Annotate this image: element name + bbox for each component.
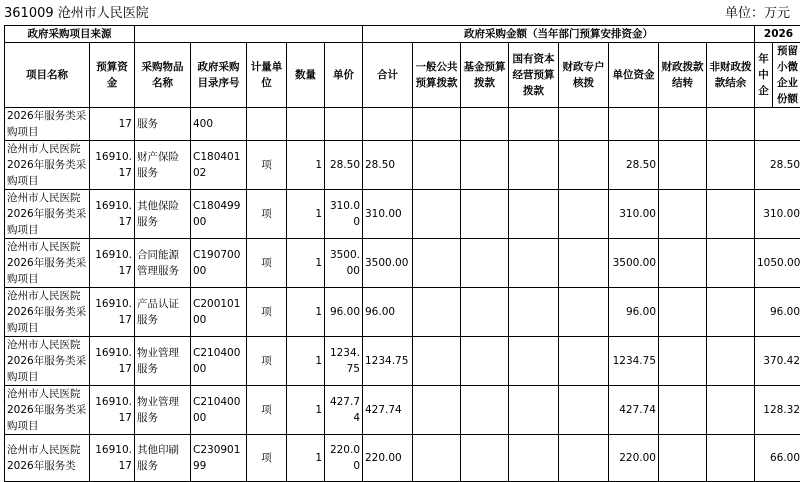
special-review-cell [559,386,609,435]
header-unit-measure: 计量单位 [247,43,287,108]
header-budget-funds: 预算资金 [90,43,135,108]
item-name-cell: 产品认证服务 [135,288,191,337]
project-name-cell: 2026年服务类采购项目 [5,108,90,141]
special-review-cell [559,435,609,482]
total-cell: 427.74 [363,386,413,435]
header-year-label: 年中企 [755,43,773,108]
special-review-cell [559,141,609,190]
catalog-cell: C21040000 [191,337,247,386]
unit-funds-cell: 1234.75 [609,337,659,386]
fund-budget-cell [461,108,509,141]
procurement-table [4,25,800,482]
table-row [5,190,800,239]
organization-title: 361009 沧州市人民医院 [4,2,149,21]
reserved-sme-cell: 310.00 [755,190,800,239]
state-capital-cell [509,386,559,435]
fund-budget-cell [461,190,509,239]
total-cell: 220.00 [363,435,413,482]
total-cell: 96.00 [363,288,413,337]
item-name-cell: 合同能源管理服务 [135,239,191,288]
general-public-cell [413,386,461,435]
table-row [5,239,800,288]
header-amount-group: 政府采购金额（当年部门预算安排资金） [363,26,755,43]
unit-cell: 项 [247,190,287,239]
special-review-cell [559,337,609,386]
quantity-cell [287,108,325,141]
unit-cell: 项 [247,239,287,288]
fiscal-carryover-cell [659,190,707,239]
header-year: 2026 [755,26,800,43]
table-row [5,435,800,482]
general-public-cell [413,337,461,386]
header-blank [135,26,363,43]
total-cell: 3500.00 [363,239,413,288]
general-public-cell [413,239,461,288]
budget-cell: 16910.17 [90,239,135,288]
table-row [5,108,800,141]
project-name-cell: 沧州市人民医院2026年服务类采购项目 [5,239,90,288]
quantity-cell: 1 [287,239,325,288]
project-name-cell: 沧州市人民医院2026年服务类采购项目 [5,337,90,386]
catalog-cell: C21040000 [191,386,247,435]
unit-price-cell: 427.74 [325,386,363,435]
unit-price-cell: 310.00 [325,190,363,239]
reserved-sme-cell: 66.00 [755,435,800,482]
unit-funds-cell: 427.74 [609,386,659,435]
unit-price-cell: 1234.75 [325,337,363,386]
budget-cell: 16910.17 [90,190,135,239]
currency-unit: 单位：万元 [725,2,790,21]
header-state-capital: 国有资本经营预算拨款 [509,43,559,108]
item-name-cell: 物业管理服务 [135,386,191,435]
state-capital-cell [509,435,559,482]
unit-cell: 项 [247,141,287,190]
fiscal-carryover-cell [659,108,707,141]
nonfiscal-carryover-cell [707,108,755,141]
special-review-cell [559,288,609,337]
unit-price-cell: 96.00 [325,288,363,337]
reserved-sme-cell: 1050.00 [755,239,800,288]
catalog-cell: C23090199 [191,435,247,482]
budget-cell: 16910.17 [90,288,135,337]
unit-price-cell: 28.50 [325,141,363,190]
unit-funds-cell: 220.00 [609,435,659,482]
catalog-cell: C20010100 [191,288,247,337]
unit-cell: 项 [247,288,287,337]
header-nonfiscal-carryover: 非财政拨款结余 [707,43,755,108]
header-unit-funds: 单位资金 [609,43,659,108]
nonfiscal-carryover-cell [707,337,755,386]
unit-price-cell: 3500.00 [325,239,363,288]
nonfiscal-carryover-cell [707,435,755,482]
catalog-cell: C18049900 [191,190,247,239]
fiscal-carryover-cell [659,386,707,435]
project-name-cell: 沧州市人民医院2026年服务类采购项目 [5,190,90,239]
unit-funds-cell: 96.00 [609,288,659,337]
quantity-cell: 1 [287,141,325,190]
header-fiscal-carryover: 财政拨款结转 [659,43,707,108]
general-public-cell [413,141,461,190]
reserved-sme-cell: 128.32 [755,386,800,435]
header-special-review: 财政专户核拨 [559,43,609,108]
reserved-sme-cell: 28.50 [755,141,800,190]
fund-budget-cell [461,288,509,337]
quantity-cell: 1 [287,288,325,337]
budget-cell: 17 [90,108,135,141]
unit-funds-cell: 310.00 [609,190,659,239]
state-capital-cell [509,239,559,288]
unit-cell: 项 [247,435,287,482]
item-name-cell: 财产保险服务 [135,141,191,190]
state-capital-cell [509,190,559,239]
budget-cell: 16910.17 [90,337,135,386]
project-name-cell: 沧州市人民医院2026年服务类 [5,435,90,482]
total-cell [363,108,413,141]
reserved-sme-cell: 370.42 [755,337,800,386]
nonfiscal-carryover-cell [707,239,755,288]
fiscal-carryover-cell [659,239,707,288]
catalog-cell: C19070000 [191,239,247,288]
special-review-cell [559,108,609,141]
state-capital-cell [509,288,559,337]
unit-funds-cell: 3500.00 [609,239,659,288]
state-capital-cell [509,141,559,190]
fund-budget-cell [461,141,509,190]
project-name-cell: 沧州市人民医院2026年服务类采购项目 [5,386,90,435]
special-review-cell [559,239,609,288]
catalog-cell: C18040102 [191,141,247,190]
header-source-group: 政府采购项目来源 [5,26,135,43]
state-capital-cell [509,337,559,386]
unit-funds-cell: 28.50 [609,141,659,190]
header-fund-budget: 基金预算拨款 [461,43,509,108]
catalog-cell: 400 [191,108,247,141]
unit-cell: 项 [247,337,287,386]
header-unit-price: 单价 [325,43,363,108]
header-reserved-sme: 预留小微企业份额 [773,43,800,108]
item-name-cell: 其他印刷服务 [135,435,191,482]
table-row [5,337,800,386]
reserved-sme-cell: 96.00 [755,288,800,337]
table-row [5,288,800,337]
header-item-name: 采购物品名称 [135,43,191,108]
total-cell: 310.00 [363,190,413,239]
fund-budget-cell [461,435,509,482]
item-name-cell: 物业管理服务 [135,337,191,386]
quantity-cell: 1 [287,190,325,239]
table-row [5,386,800,435]
total-cell: 28.50 [363,141,413,190]
unit-price-cell [325,108,363,141]
budget-cell: 16910.17 [90,141,135,190]
header-quantity: 数量 [287,43,325,108]
project-name-cell: 沧州市人民医院2026年服务类采购项目 [5,141,90,190]
project-name-cell: 沧州市人民医院2026年服务类采购项目 [5,288,90,337]
nonfiscal-carryover-cell [707,190,755,239]
special-review-cell [559,190,609,239]
unit-cell [247,108,287,141]
general-public-cell [413,435,461,482]
unit-price-cell: 220.00 [325,435,363,482]
header-total: 合计 [363,43,413,108]
nonfiscal-carryover-cell [707,288,755,337]
fiscal-carryover-cell [659,141,707,190]
unit-funds-cell [609,108,659,141]
header-general-public: 一般公共预算拨款 [413,43,461,108]
quantity-cell: 1 [287,386,325,435]
fund-budget-cell [461,386,509,435]
item-name-cell: 其他保险服务 [135,190,191,239]
header-project-name: 项目名称 [5,43,90,108]
quantity-cell: 1 [287,337,325,386]
nonfiscal-carryover-cell [707,141,755,190]
general-public-cell [413,288,461,337]
general-public-cell [413,190,461,239]
item-name-cell: 服务 [135,108,191,141]
reserved-sme-cell [755,108,800,141]
state-capital-cell [509,108,559,141]
fiscal-carryover-cell [659,337,707,386]
table-row [5,141,800,190]
fiscal-carryover-cell [659,288,707,337]
fund-budget-cell [461,337,509,386]
unit-cell: 项 [247,386,287,435]
total-cell: 1234.75 [363,337,413,386]
header-catalog-no: 政府采购目录序号 [191,43,247,108]
budget-cell: 16910.17 [90,435,135,482]
fund-budget-cell [461,239,509,288]
quantity-cell: 1 [287,435,325,482]
fiscal-carryover-cell [659,435,707,482]
budget-cell: 16910.17 [90,386,135,435]
general-public-cell [413,108,461,141]
nonfiscal-carryover-cell [707,386,755,435]
